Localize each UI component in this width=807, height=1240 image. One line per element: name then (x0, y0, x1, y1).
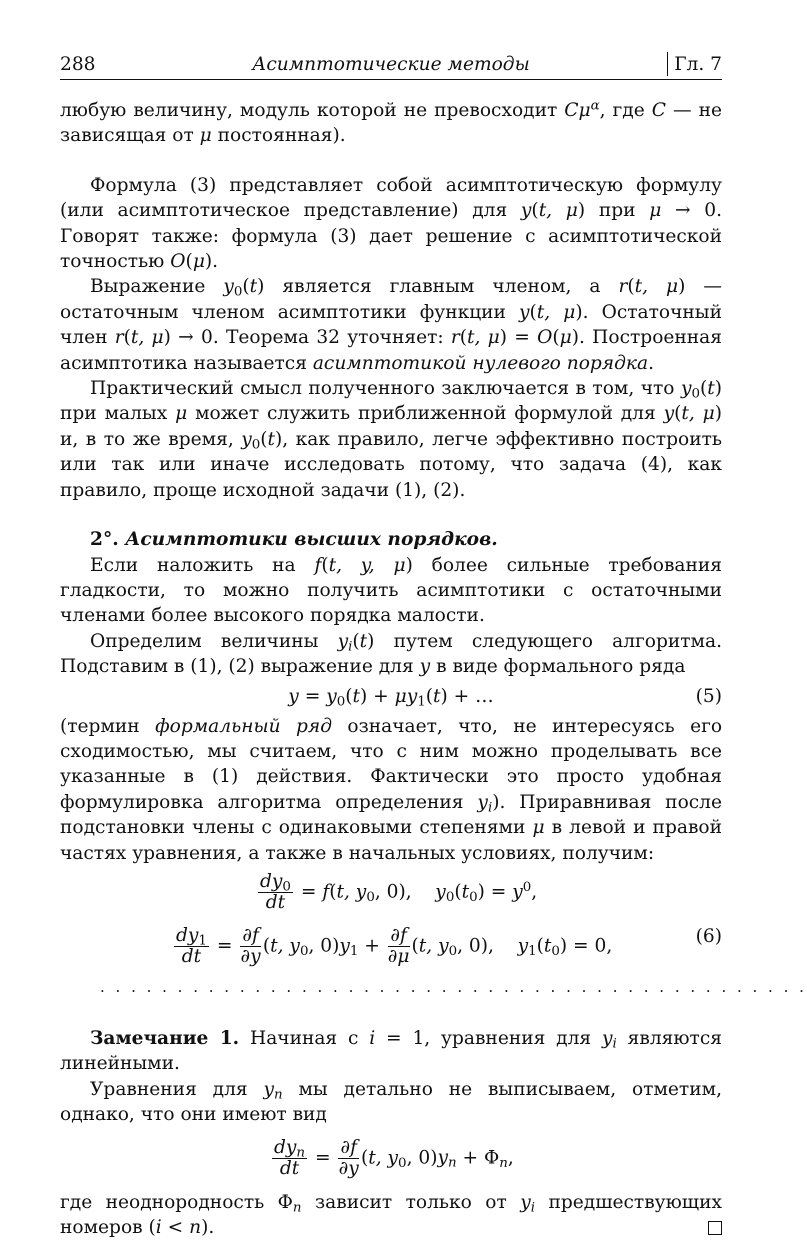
header-separator (667, 52, 668, 76)
paragraph-asymptotic-formula: Формула (3) представляет собой асимптотическую формулу (или асимптотическое представление) для y(t, μ) при μ → 0. Говорят также: формула (3) дает решение с асимптотической точностью O(μ). (60, 174, 723, 273)
equation-yn: $\frac{dy_n}{dt}$ = $\frac{\partial f}{\partial y}$ (t, $y_0$, $0)y_n + \Phi_n$, (274, 1136, 514, 1179)
paragraph-continuation: любую величину, модуль которой не превосходит $C\mu^\alpha$, где C — не зависящая от μ постоянная). (60, 98, 722, 147)
paragraph-smoothness: Если наложить на f(t, y, μ) более сильные требования гладкости, то можно получить асимптотики с остаточными членами более высокого порядка малости. (60, 554, 723, 627)
running-title: Асимптотические методы (252, 54, 530, 75)
paragraph-main-term: Выражение $y_0(t)$ является главным членом, а r(t, μ) — остаточным членом асимптотики функции y(t, μ). Остаточный член r(t, μ) → 0. Теорема 32 уточняет: r(t, μ) = O(μ). Построенная асимптотика называется асимптотикой нулевого порядка. (60, 276, 722, 374)
paragraph-yn-equations: Уравнения для $y_n$ мы детально не выписываем, отметим, однако, что они имеют вид (60, 1078, 722, 1126)
equation-5: $y = y_0(t) + \mu y_1(t)$ + … (5) (60, 680, 722, 714)
paragraph-practical-meaning: Практический смысл полученного заключается в том, что $y_0(t)$ при малых μ может служить приближенной формулой для y(t, μ) и, в то же время, $y_0(t)$, как правило, легче эффективно построить или так или иначе исследовать потому, что задача (4), как правило, проще исходной задачи (1), (2). (60, 378, 722, 501)
page-number: 288 (60, 54, 96, 75)
paragraph-formal-series: (термин формальный ряд означает, что, не интересуясь его сходимостью, мы считаем, что с ним можно проделывать все указанные в (1) действия. Фактически это просто удобная формулировка алгоритма определения $y_i$). Приравнивая после подстановки члены с одинаковыми степенями μ в левой и правой частях уравнения, а также в начальных условиях, получим: (60, 715, 723, 864)
paragraph-algorithm: Определим величины $y_i(t)$ путем следующего алгоритма. Подставим в (1), (2) выражение для y в виде формального ряда (60, 630, 722, 678)
header-rule (60, 79, 722, 80)
equation-number: (5) (695, 685, 722, 707)
chapter-label: Гл. 7 (674, 54, 722, 75)
section-heading: 2°. Асимптотики высших порядков. (90, 529, 498, 551)
paragraph-inhomogeneity: где неоднородность $\Phi_n$ зависит только от $y_i$ предшествующих номеров (i < n). (60, 1191, 722, 1238)
ellipsis-dots: . . . . . . . . . . . . . . . . . . . . . . . . . . . . . . . . . . . . . . . . . . . . . . (100, 977, 807, 996)
remark-1: Замечание 1. Начиная с i = 1, уравнения для $y_i$ являются линейными. (60, 1027, 722, 1075)
running-header (60, 52, 722, 78)
equation-system-6: $\frac{dy_0}{dt}$ = f(t, $y_0$, 0), $y_0(t_0) = y^0$, $\frac{dy_1}{dt}$ = $\frac{\partial f}{\partial y}$ (t, $y_0$, $0)y_1$ + $\frac{\partial f}{\partial\mu}$ (t, $y_0$, 0), $y_1(t_0) = 0$, (6) (176, 870, 722, 967)
qed-square-icon (708, 1221, 722, 1235)
page (60, 52, 807, 1240)
equation-number: (6) (695, 925, 722, 947)
